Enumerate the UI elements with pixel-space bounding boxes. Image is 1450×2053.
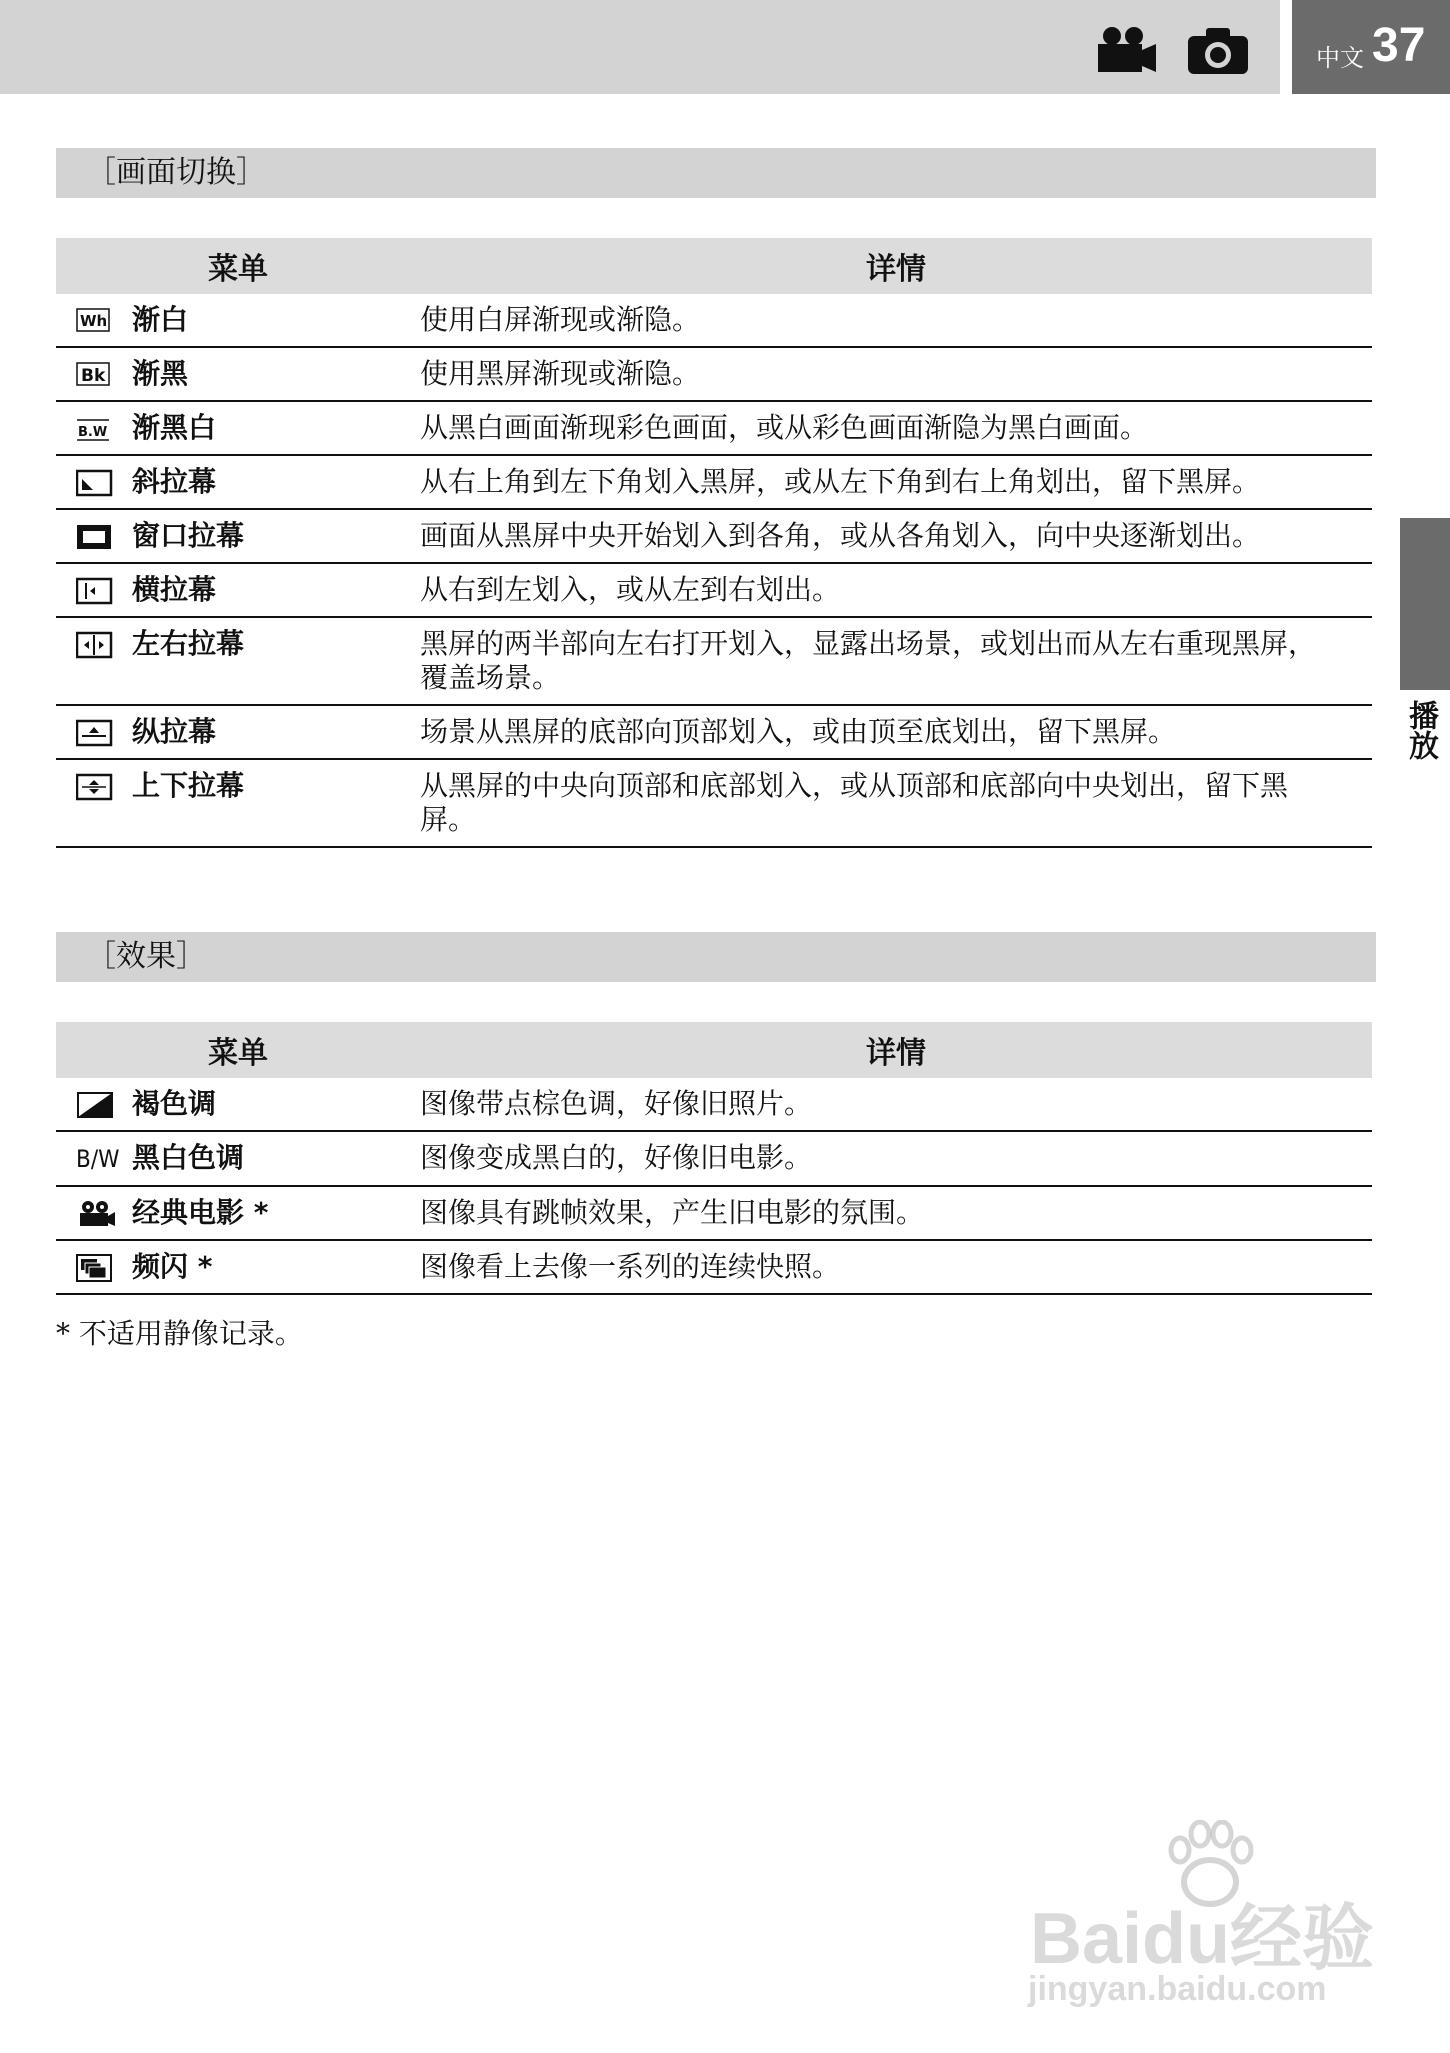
wh-icon bbox=[76, 307, 116, 335]
shutter-icon bbox=[76, 773, 116, 801]
menu-label: 频闪 * bbox=[132, 1250, 213, 1283]
menu-label: 渐黑 bbox=[132, 357, 189, 390]
watermark-main: Baidu经验 bbox=[1030, 1899, 1375, 1979]
section-title-transitions: ［画面切换］ bbox=[56, 148, 1376, 198]
menu-detail: 场景从黑屏的底部向顶部划入，或由顶至底划出，留下黑屏。 bbox=[420, 705, 1372, 759]
video-camera-icon bbox=[1096, 26, 1158, 80]
slide-horizontal-icon bbox=[76, 577, 116, 605]
menu-detail: 使用黑屏渐现或渐隐。 bbox=[420, 347, 1372, 401]
page-indicator bbox=[1292, 0, 1450, 94]
table-row bbox=[56, 294, 1372, 347]
footnote: * 不适用静像记录。 bbox=[56, 1317, 303, 1350]
menu-detail: 图像具有跳帧效果，产生旧电影的氛围。 bbox=[420, 1186, 1372, 1240]
section-title-effects: ［效果］ bbox=[56, 932, 1376, 982]
svg-text:B.W: B.W bbox=[78, 425, 108, 440]
menu-label: 左右拉幕 bbox=[132, 627, 245, 660]
language-label: 中文 bbox=[1316, 44, 1364, 72]
table-row bbox=[56, 759, 1372, 847]
table-row bbox=[56, 563, 1372, 617]
table-header bbox=[56, 238, 1372, 294]
transitions-table bbox=[56, 238, 1372, 848]
header-band bbox=[0, 0, 1280, 94]
menu-detail: 图像看上去像一系列的连续快照。 bbox=[420, 1240, 1372, 1294]
table-row bbox=[56, 401, 1372, 455]
svg-text:Wh: Wh bbox=[80, 312, 108, 330]
menu-label: 横拉幕 bbox=[132, 573, 217, 606]
table-row bbox=[56, 455, 1372, 509]
menu-detail: 使用白屏渐现或渐隐。 bbox=[420, 294, 1372, 347]
menu-label: 上下拉幕 bbox=[132, 769, 245, 802]
menu-detail: 从黑屏的中央向顶部和底部划入，或从顶部和底部向中央划出，留下黑屏。 bbox=[420, 759, 1372, 847]
bw-icon bbox=[76, 415, 116, 443]
menu-detail: 图像带点棕色调，好像旧照片。 bbox=[420, 1078, 1372, 1131]
door-icon bbox=[76, 631, 116, 659]
table-row bbox=[56, 1131, 1372, 1186]
menu-detail: 从黑白画面渐现彩色画面，或从彩色画面渐隐为黑白画面。 bbox=[420, 401, 1372, 455]
menu-label: 斜拉幕 bbox=[132, 465, 217, 498]
menu-detail: 从右到左划入，或从左到右划出。 bbox=[420, 563, 1372, 617]
menu-label: 渐黑白 bbox=[132, 411, 217, 444]
table-row bbox=[56, 1186, 1372, 1240]
table-row bbox=[56, 1240, 1372, 1294]
strobe-icon bbox=[76, 1254, 116, 1282]
menu-label: 褐色调 bbox=[132, 1087, 217, 1120]
col-menu-header: 菜单 bbox=[56, 238, 420, 294]
menu-detail: 图像变成黑白的，好像旧电影。 bbox=[420, 1131, 1372, 1186]
table-row bbox=[56, 705, 1372, 759]
svg-text:Bk: Bk bbox=[81, 366, 106, 386]
bw-text-icon: B/W bbox=[76, 1145, 120, 1173]
menu-detail: 画面从黑屏中央开始划入到各角，或从各角划入，向中央逐渐划出。 bbox=[420, 509, 1372, 563]
watermark-sub: jingyan.baidu.com bbox=[1028, 1970, 1327, 2008]
sepia-icon bbox=[76, 1091, 116, 1119]
menu-label: 经典电影 * bbox=[132, 1196, 269, 1229]
film-camera-icon bbox=[76, 1200, 116, 1228]
menu-label: 渐白 bbox=[132, 303, 189, 336]
table-row bbox=[56, 1078, 1372, 1131]
watermark bbox=[1020, 1820, 1380, 2020]
table-row bbox=[56, 509, 1372, 563]
page-number: 37 bbox=[1372, 19, 1426, 72]
side-tab bbox=[1400, 518, 1450, 690]
menu-label: 窗口拉幕 bbox=[132, 519, 245, 552]
slide-vertical-icon bbox=[76, 719, 116, 747]
table-header bbox=[56, 1022, 1372, 1078]
slide-diagonal-icon bbox=[76, 469, 116, 497]
menu-label: 纵拉幕 bbox=[132, 715, 217, 748]
bk-icon bbox=[76, 361, 116, 389]
window-icon bbox=[76, 523, 116, 551]
camera-icon bbox=[1186, 26, 1250, 80]
menu-detail: 黑屏的两半部向左右打开划入，显露出场景，或划出而从左右重现黑屏，覆盖场景。 bbox=[420, 617, 1372, 705]
col-detail-header: 详情 bbox=[420, 238, 1372, 294]
table-row bbox=[56, 617, 1372, 705]
side-tab-label: 播放 bbox=[1403, 700, 1438, 760]
effects-table bbox=[56, 1022, 1372, 1295]
menu-detail: 从右上角到左下角划入黑屏，或从左下角到右上角划出，留下黑屏。 bbox=[420, 455, 1372, 509]
menu-label: 黑白色调 bbox=[132, 1141, 245, 1174]
table-row bbox=[56, 347, 1372, 401]
col-detail-header: 详情 bbox=[420, 1022, 1372, 1078]
col-menu-header: 菜单 bbox=[56, 1022, 420, 1078]
